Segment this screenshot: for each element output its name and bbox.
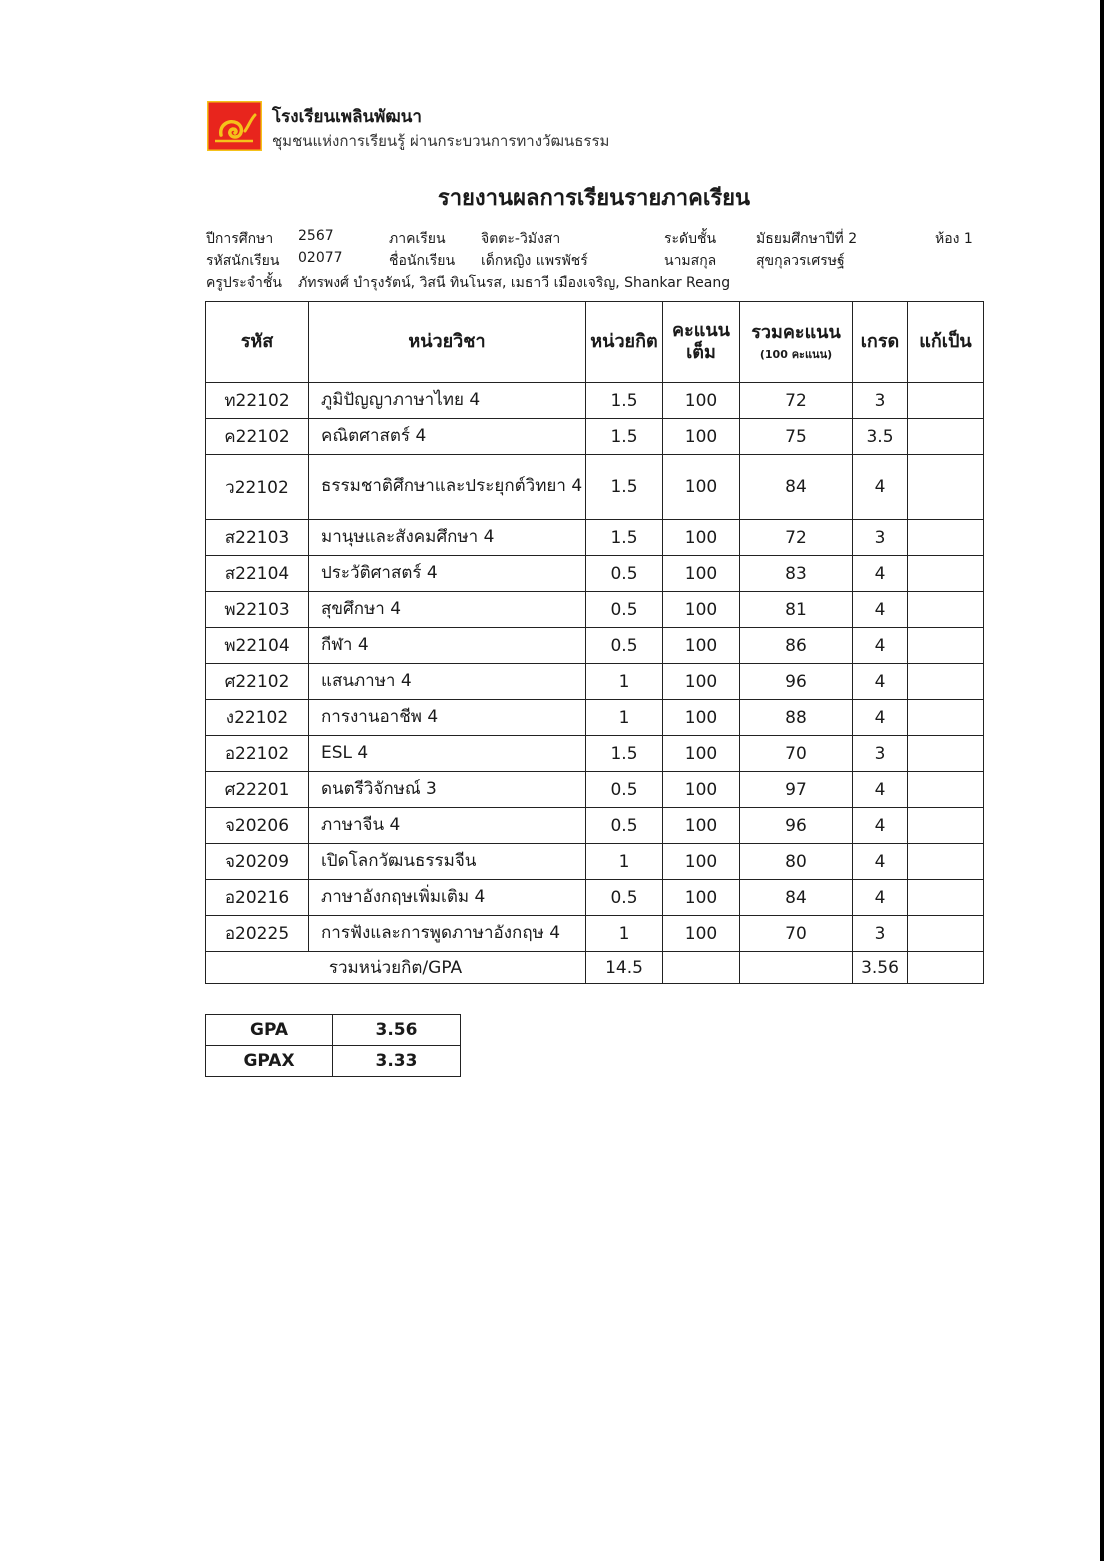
cell-credit: 1 [586,844,663,880]
room-label: ห้อง 1 [935,231,973,247]
header-revised: แก้เป็น [908,302,984,383]
table-row [206,455,984,520]
gpax-label: GPAX [206,1046,333,1077]
table-total-row [206,952,984,984]
cell-score: 97 [740,772,853,808]
cell-revised [908,520,984,556]
cell-credit: 0.5 [586,628,663,664]
cell-code: ส22103 [206,520,309,556]
cell-grade: 4 [853,628,908,664]
cell-code: อ22102 [206,736,309,772]
gpa-row [206,1015,461,1046]
cell-credit: 1 [586,916,663,952]
cell-subject: ประวัติศาสตร์ 4 [309,556,586,592]
table-row [206,772,984,808]
cell-score: 70 [740,916,853,952]
cell-full: 100 [663,383,740,419]
cell-credit: 0.5 [586,556,663,592]
cell-revised [908,880,984,916]
cell-code: ว22102 [206,455,309,520]
cell-code: จ20209 [206,844,309,880]
cell-grade: 3 [853,916,908,952]
cell-subject: ภาษาจีน 4 [309,808,586,844]
grades-table [205,301,984,984]
cell-subject: ESL 4 [309,736,586,772]
cell-grade: 4 [853,455,908,520]
cell-score: 72 [740,520,853,556]
cell-code: พ22103 [206,592,309,628]
gpa-value: 3.56 [333,1015,461,1046]
cell-credit: 1.5 [586,455,663,520]
cell-score: 88 [740,700,853,736]
cell-subject: ภาษาอังกฤษเพิ่มเติม 4 [309,880,586,916]
cell-revised [908,556,984,592]
cell-credit: 1 [586,664,663,700]
cell-revised [908,592,984,628]
cell-grade: 3 [853,520,908,556]
year-value: 2567 [298,228,334,244]
cell-revised [908,383,984,419]
cell-code: จ20206 [206,808,309,844]
cell-full: 100 [663,772,740,808]
cell-subject: แสนภาษา 4 [309,664,586,700]
cell-credit: 1 [586,700,663,736]
total-revised-empty [908,952,984,984]
total-credit: 14.5 [586,952,663,984]
cell-subject: การฟังและการพูดภาษาอังกฤษ 4 [309,916,586,952]
table-row [206,664,984,700]
cell-revised [908,455,984,520]
cell-full: 100 [663,700,740,736]
student-id-label: รหัสนักเรียน [206,253,280,269]
header-credit: หน่วยกิต [586,302,663,383]
cell-revised [908,700,984,736]
cell-revised [908,664,984,700]
cell-score: 86 [740,628,853,664]
cell-full: 100 [663,880,740,916]
cell-score: 80 [740,844,853,880]
cell-grade: 4 [853,880,908,916]
surname-value: สุขกุลวรเศรษฐ์ [756,253,845,269]
term-label: ภาคเรียน [389,231,446,247]
cell-score: 72 [740,383,853,419]
cell-subject: ภูมิปัญญาภาษาไทย 4 [309,383,586,419]
level-label: ระดับชั้น [664,231,717,247]
cell-subject: ดนตรีวิจักษณ์ 3 [309,772,586,808]
cell-subject: มานุษและสังคมศึกษา 4 [309,520,586,556]
cell-credit: 1.5 [586,419,663,455]
cell-score: 83 [740,556,853,592]
header-total-score-label: รวมคะแนน [751,321,841,343]
cell-revised [908,844,984,880]
table-row [206,520,984,556]
school-motto: ชุมชนแห่งการเรียนรู้ ผ่านกระบวนการทางวัฒนธรรม [272,132,610,150]
cell-revised [908,916,984,952]
header-grade: เกรด [853,302,908,383]
cell-subject: ธรรมชาติศึกษาและประยุกต์วิทยา 4 [309,455,586,520]
term-value: จิตตะ-วิมังสา [481,231,561,247]
cell-full: 100 [663,844,740,880]
cell-full: 100 [663,455,740,520]
cell-subject: การงานอาชีพ 4 [309,700,586,736]
cell-subject: คณิตศาสตร์ 4 [309,419,586,455]
cell-code: ค22102 [206,419,309,455]
cell-credit: 1.5 [586,520,663,556]
cell-full: 100 [663,916,740,952]
level-value: มัธยมศึกษาปีที่ 2 [756,231,858,247]
table-row [206,700,984,736]
table-row [206,383,984,419]
header-full-score: คะแนน เต็ม [663,302,740,383]
cell-grade: 3 [853,383,908,419]
gpa-summary-table [205,1014,461,1077]
cell-score: 96 [740,664,853,700]
cell-revised [908,772,984,808]
cell-score: 84 [740,880,853,916]
cell-credit: 0.5 [586,592,663,628]
cell-grade: 4 [853,844,908,880]
cell-code: อ20216 [206,880,309,916]
cell-credit: 1.5 [586,383,663,419]
table-row [206,808,984,844]
cell-score: 70 [740,736,853,772]
total-score-empty [740,952,853,984]
cell-full: 100 [663,556,740,592]
report-title: รายงานผลการเรียนรายภาคเรียน [437,186,751,211]
cell-full: 100 [663,520,740,556]
cell-grade: 4 [853,808,908,844]
student-name-label: ชื่อนักเรียน [389,253,456,269]
cell-grade: 4 [853,592,908,628]
cell-code: ศ22201 [206,772,309,808]
cell-full: 100 [663,664,740,700]
table-row [206,592,984,628]
cell-credit: 0.5 [586,880,663,916]
cell-revised [908,808,984,844]
cell-score: 84 [740,455,853,520]
cell-credit: 0.5 [586,808,663,844]
teacher-value: ภัทรพงศ์ บำรุงรัตน์, วิสนี ทินโนรส, เมธาวี เมืองเจริญ, Shankar Reang [298,275,731,291]
cell-subject: กีฬา 4 [309,628,586,664]
cell-revised [908,628,984,664]
cell-code: ง22102 [206,700,309,736]
table-row [206,628,984,664]
cell-revised [908,736,984,772]
cell-code: อ20225 [206,916,309,952]
table-row [206,736,984,772]
cell-code: ส22104 [206,556,309,592]
cell-grade: 4 [853,772,908,808]
total-full-empty [663,952,740,984]
cell-grade: 3.5 [853,419,908,455]
cell-revised [908,419,984,455]
cell-full: 100 [663,736,740,772]
year-label: ปีการศึกษา [206,231,274,247]
student-id-value: 02077 [298,250,343,266]
page-right-border [1100,0,1104,1561]
teacher-label: ครูประจำชั้น [206,275,282,291]
table-row [206,916,984,952]
cell-full: 100 [663,419,740,455]
header-total-score-sub: (100 คะแนน) [759,348,833,362]
header-subject: หน่วยวิชา [309,302,586,383]
cell-grade: 4 [853,556,908,592]
gpax-value: 3.33 [333,1046,461,1077]
cell-full: 100 [663,808,740,844]
table-row [206,844,984,880]
gpa-label: GPA [206,1015,333,1046]
cell-code: พ22104 [206,628,309,664]
cell-full: 100 [663,592,740,628]
total-label: รวมหน่วยกิต/GPA [206,952,586,984]
header-code: รหัส [206,302,309,383]
cell-subject: สุขศึกษา 4 [309,592,586,628]
school-logo [207,101,262,151]
school-name: โรงเรียนเพลินพัฒนา [272,107,422,127]
total-gpa: 3.56 [853,952,908,984]
header-total-score [740,302,853,383]
surname-label: นามสกุล [664,253,717,269]
cell-subject: เปิดโลกวัฒนธรรมจีน [309,844,586,880]
table-row [206,556,984,592]
cell-score: 81 [740,592,853,628]
cell-grade: 3 [853,736,908,772]
table-row [206,419,984,455]
cell-grade: 4 [853,700,908,736]
cell-credit: 0.5 [586,772,663,808]
table-row [206,880,984,916]
cell-full: 100 [663,628,740,664]
gpax-row [206,1046,461,1077]
cell-score: 75 [740,419,853,455]
table-header-row [206,302,984,383]
cell-credit: 1.5 [586,736,663,772]
cell-code: ท22102 [206,383,309,419]
student-name-value: เด็กหญิง แพรพัชร์ [481,253,588,269]
cell-grade: 4 [853,664,908,700]
cell-code: ศ22102 [206,664,309,700]
cell-score: 96 [740,808,853,844]
